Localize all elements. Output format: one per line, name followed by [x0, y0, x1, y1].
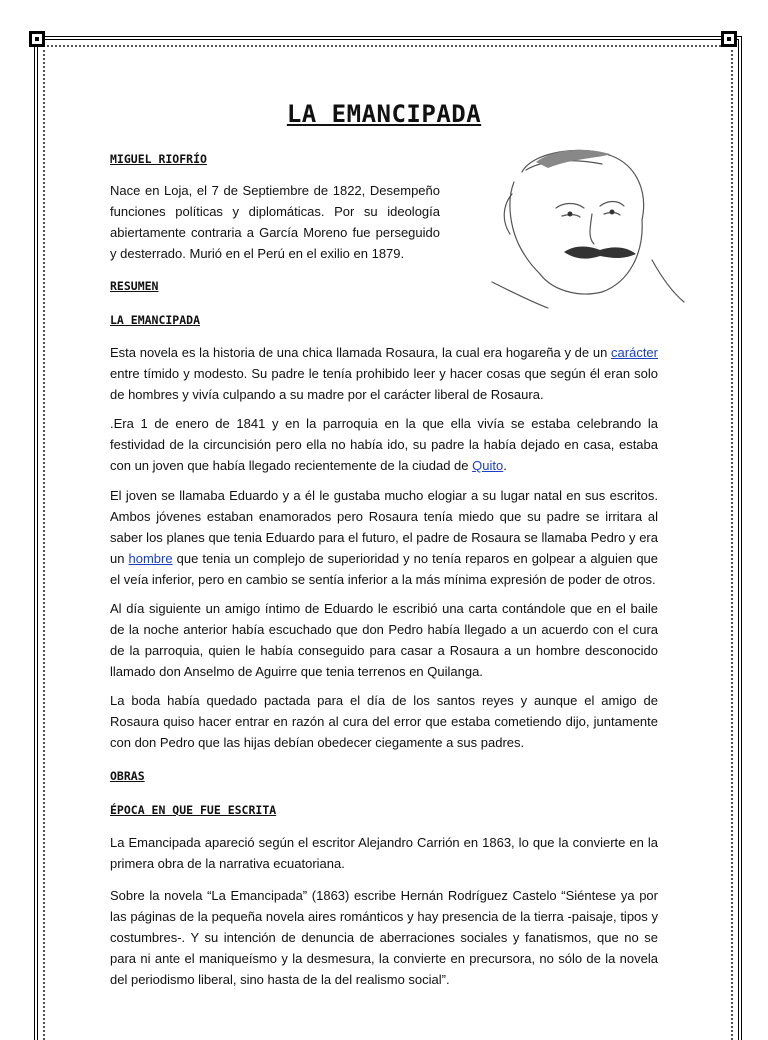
- author-portrait-icon: [452, 142, 688, 310]
- text-segment: que tenia un complejo de superioridad y no tenía reparos en golpear a alguien que el veía inferior, pero en cambio se sentía inferior a la más mínima expresión de poder de otros.: [110, 551, 659, 587]
- corner-ornament-icon: [29, 31, 45, 47]
- emancipada-subheading: LA EMANCIPADA: [110, 313, 201, 327]
- author-heading: MIGUEL RIOFRÍO: [110, 152, 207, 166]
- epoca-paragraph-1: La Emancipada apareció según el escritor Alejandro Carrión en 1863, lo que la convierte en la primera obra de la narrativa ecuatoriana.: [110, 835, 658, 871]
- epoca-heading: ÉPOCA EN QUE FUE ESCRITA: [110, 803, 277, 817]
- summary-paragraph-2: [110, 413, 658, 476]
- obras-heading: OBRAS: [110, 769, 145, 783]
- text-segment: El joven se llamaba Eduardo y a él le gustaba mucho elogiar a su lugar natal en sus escritos. Ambos jóvenes estaban enamorados pero Rosaura tenía miedo que su padre se irritara al saber los planes que tenia Eduardo para el futuro, el padre de Rosaura se llamaba Pedro y era un: [110, 488, 658, 566]
- text-segment: Esta novela es la historia de una chica llamada Rosaura, la cual era hogareña y de un: [110, 345, 612, 360]
- text-segment: .: [503, 458, 507, 473]
- text-segment: entre tímido y modesto. Su padre le tenía prohibido leer y hacer cosas que según él eran solo de hombres y vivía culpando a su madre por el carácter liberal de Rosaura.: [110, 366, 658, 402]
- summary-paragraph-1: [110, 342, 658, 405]
- document-title: LA EMANCIPADA: [286, 100, 482, 128]
- summary-paragraph-5: La boda había quedado pactada para el día de los santos reyes y aunque el amigo de Rosaura quiso hacer entrar en razón al cura del error que estaba cometiendo dijo, juntamente con don Pedro que las hijas debían obedecer ciegamente a sus padres.: [110, 693, 658, 750]
- author-bio: Nace en Loja, el 7 de Septiembre de 1822, Desempeño funciones políticas y diplomáticas. Por su ideología abiertamente contraria a García Moreno fue perseguido y desterrado. Murió en el Perú en el exilio en 1879.: [110, 183, 440, 261]
- summary-paragraph-4: Al día siguiente un amigo íntimo de Eduardo le escribió una carta contándole que en el baile de la noche anterior había escuchado que don Pedro había llegado a un acuerdo con el cura de la parroquia, quien le había conseguido para casar a Rosaura a un hombre desconocido llamado don Anselmo de Aguirre que tenia terrenos en Quilanga.: [110, 601, 658, 679]
- link-quito[interactable]: Quito: [472, 458, 504, 473]
- corner-ornament-icon: [721, 31, 737, 47]
- epoca-paragraph-2: Sobre la novela “La Emancipada” (1863) escribe Hernán Rodríguez Castelo “Siéntese ya por las páginas de la pequeña novela aires románticos y hay presencia de la tierra -paisaje, tipos y costumbres-. Y su intención de denuncia de aberraciones sociales y fanatismos, que no se para ni ante el maniqueísmo y la desmesura, la convierte en precursora, no sólo de la novela del periodismo liberal, sino hasta de la del realismo social”.: [110, 888, 658, 987]
- resumen-heading: RESUMEN: [110, 279, 159, 293]
- link-hombre[interactable]: hombre: [128, 551, 173, 566]
- text-segment: .Era 1 de enero de 1841 y en la parroquia en la que ella vivía se estaba celebrando la festividad de la circuncisión pero ella no había ido, su padre la había dejado en casa, estaba con un joven que había llegado recientemente de la ciudad de: [110, 416, 658, 473]
- summary-paragraph-3: [110, 485, 658, 590]
- link-caracter[interactable]: carácter: [611, 345, 658, 360]
